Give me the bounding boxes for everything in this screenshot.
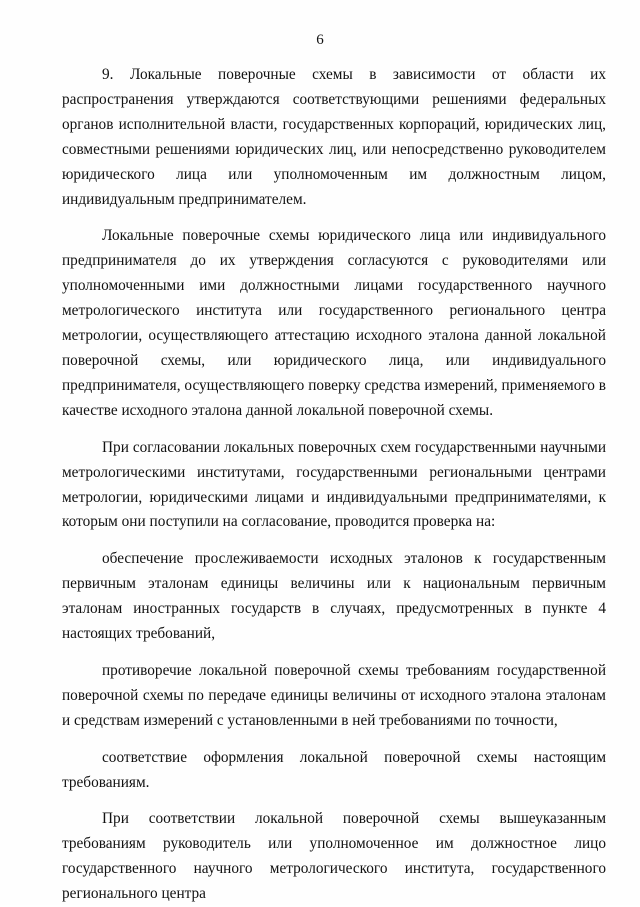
paragraph-agreement-check: При согласовании локальных поверочных схем государственными научными метрологическими институтами, государственными региональными центрами метрологии, юридическими лицами и индивидуальными предпринимателями, к которым они поступили на согласование, проводится проверка на: xyxy=(62,438,606,531)
page-number: 6 xyxy=(316,32,324,48)
paragraph-contradiction: противоречие локальной поверочной схемы требованиям государственной поверочной схемы по передаче единицы величины от исходного эталона эталонам и средствам измерений с установленными в ней требованиями по точности, xyxy=(62,661,606,729)
paragraph-compliance: При соответствии локальной поверочной схемы вышеуказанным требованиям руководитель или уполномоченное им должностное лицо государственного научного метрологического института, государственного регионального центра xyxy=(62,810,606,903)
paragraph-approval: Локальные поверочные схемы юридического лица или индивидуального предпринимателя до их утверждения согласуются с руководителями или уполномоченными ими должностными лицами государственного научного метрологического института или государственного регионального центра метрологии, осуществляющего аттестацию исходного эталона данной локальной поверочной схемы, или юридического лица, или индивидуального предпринимателя, осуществляющего поверку средства измерений, применяемого в качестве исходного эталона данной локальной поверочной схемы. xyxy=(62,227,606,419)
body-text xyxy=(62,63,606,907)
paragraph-conformance: соответствие оформления локальной поверочной схемы настоящим требованиям. xyxy=(62,748,606,791)
paragraph-traceability: обеспечение прослеживаемости исходных эталонов к государственным первичным эталонам единицы величины или к национальным первичным эталонам иностранных государств в случаях, предусмотренных в пункте 4 настоящих требований, xyxy=(62,550,606,643)
paragraph-item-9: 9. Локальные поверочные схемы в зависимости от области их распространения утверждаются соответствующими решениями федеральных органов исполнительной власти, государственных корпораций, юридических лиц, совместными решениями юридических лиц, или непосредственно руководителем юридического лица или уполномоченным им должностным лицом, индивидуальным предпринимателем. xyxy=(62,66,606,208)
